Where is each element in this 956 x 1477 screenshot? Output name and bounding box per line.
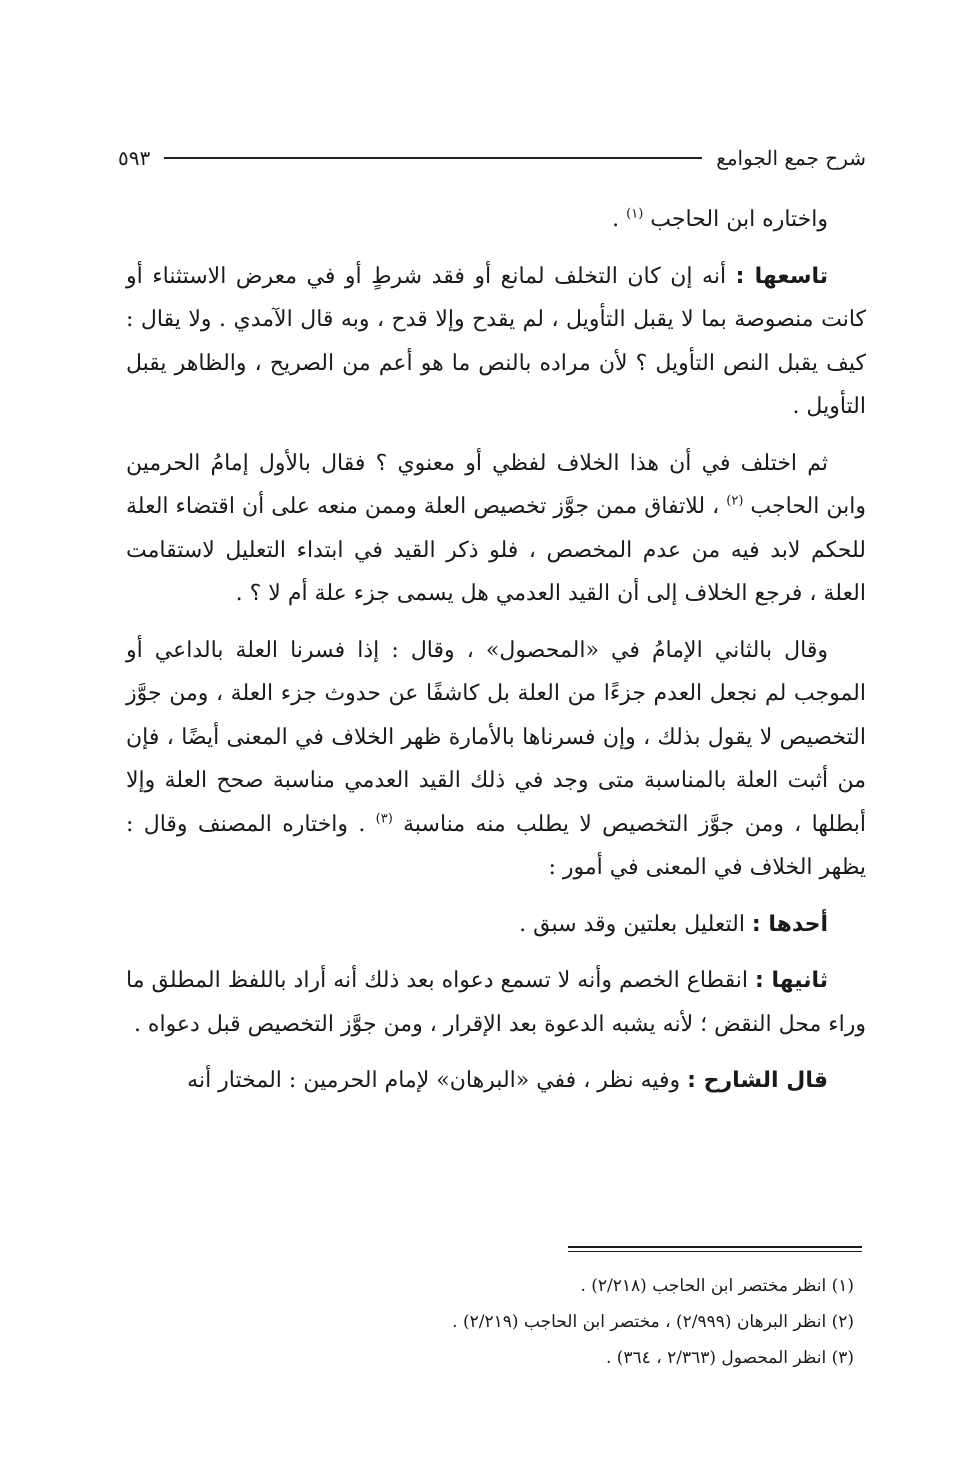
paragraph-text-after: ، للاتفاق ممن جوَّز تخصيص العلة وممن منعه على أن اقتضاء العلة للحكم لابد فيه من عدم المخصص ، فلو ذكر القيد في ابتداء التعليل لاستقامت العلة ، فرجع الخلاف إلى أن القيد العدمي هل يسمى جزء علة أم لا ؟ . — [126, 494, 866, 606]
footnote-ref-1: (١) — [626, 206, 644, 222]
paragraph-text-after: . — [612, 207, 627, 232]
footnote-divider — [568, 1246, 862, 1248]
paragraph-5 — [126, 903, 866, 947]
lead-heading: قال الشارح : — [687, 1068, 828, 1093]
paragraph-1 — [126, 198, 866, 242]
paragraph-text: واختاره ابن الحاجب — [650, 207, 828, 232]
lead-heading: ثانيها : — [754, 968, 828, 993]
footnote-ref-2: (٢) — [726, 493, 744, 509]
running-header — [118, 138, 866, 178]
main-text — [126, 198, 866, 1116]
footnote-divider-thin — [568, 1251, 862, 1252]
paragraph-2 — [126, 255, 866, 429]
header-rule — [164, 157, 702, 159]
footnotes — [126, 1268, 854, 1376]
footnote-2: (٢) انظر البرهان (٢/٩٩٩) ، مختصر ابن الحاجب (٢/٢١٩) . — [452, 1312, 854, 1332]
page-number: ٥٩٣ — [118, 146, 151, 170]
footnote-1: (١) انظر مختصر ابن الحاجب (٢/٢١٨) . — [580, 1276, 854, 1296]
paragraph-7 — [126, 1059, 866, 1103]
footnote-ref-3: (٣) — [375, 811, 393, 827]
paragraph-text: وقال بالثاني الإمامُ في «المحصول» ، وقال : إذا فسرنا العلة بالداعي أو الموجب لم نجعل العدم جزءًا من العلة بل كاشفًا عن حدوث جزء العلة ، ومن جوَّز التخصيص لا يقول بذلك ، وإن فسرناها بالأمارة ظهر الخلاف في المعنى أيضًا ، فإن من أثبت العلة بالمناسبة متى وجد في ذلك القيد العدمي مناسبة صحح العلة وإلا أبطلها ، ومن جوَّز التخصيص لا يطلب منه مناسبة — [126, 637, 866, 837]
paragraph-6 — [126, 959, 866, 1046]
paragraph-3 — [126, 442, 866, 616]
paragraph-text: ثم اختلف في أن هذا الخلاف لفظي أو معنوي ؟ فقال بالأول إمامُ الحرمين وابن الحاجب — [126, 450, 866, 519]
paragraph-4 — [126, 629, 866, 890]
paragraph-text: أنه إن كان التخلف لمانع أو فقد شرطٍ أو في معرض الاستثناء أو كانت منصوصة بما لا يقبل التأويل ، لم يقدح وإلا قدح ، وبه قال الآمدي . ولا يقال : كيف يقبل النص التأويل ؟ لأن مراده بالنص ما هو أعم من الصريح ، والظاهر يقبل التأويل . — [126, 263, 866, 419]
paragraph-text: وفيه نظر ، ففي «البرهان» لإمام الحرمين : المختار أنه — [187, 1068, 688, 1093]
lead-heading: تاسعها : — [735, 263, 828, 289]
paragraph-text: التعليل بعلتين وقد سبق . — [519, 911, 752, 937]
footnote-3: (٣) انظر المحصول (٢/٣٦٣ ، ٣٦٤) . — [605, 1348, 854, 1368]
running-title: شرح جمع الجوامع — [716, 146, 866, 170]
paragraph-text: انقطاع الخصم وأنه لا تسمع دعواه بعد ذلك أنه أراد باللفظ المطلق ما وراء محل النقض ؛ لأنه يشبه الدعوة بعد الإقرار ، ومن جوَّز التخصيص قبل دعواه . — [126, 968, 866, 1037]
paragraph-text-after: . واختاره المصنف وقال : يظهر الخلاف في المعنى في أمور : — [126, 811, 866, 880]
lead-heading: أحدها : — [751, 911, 828, 937]
